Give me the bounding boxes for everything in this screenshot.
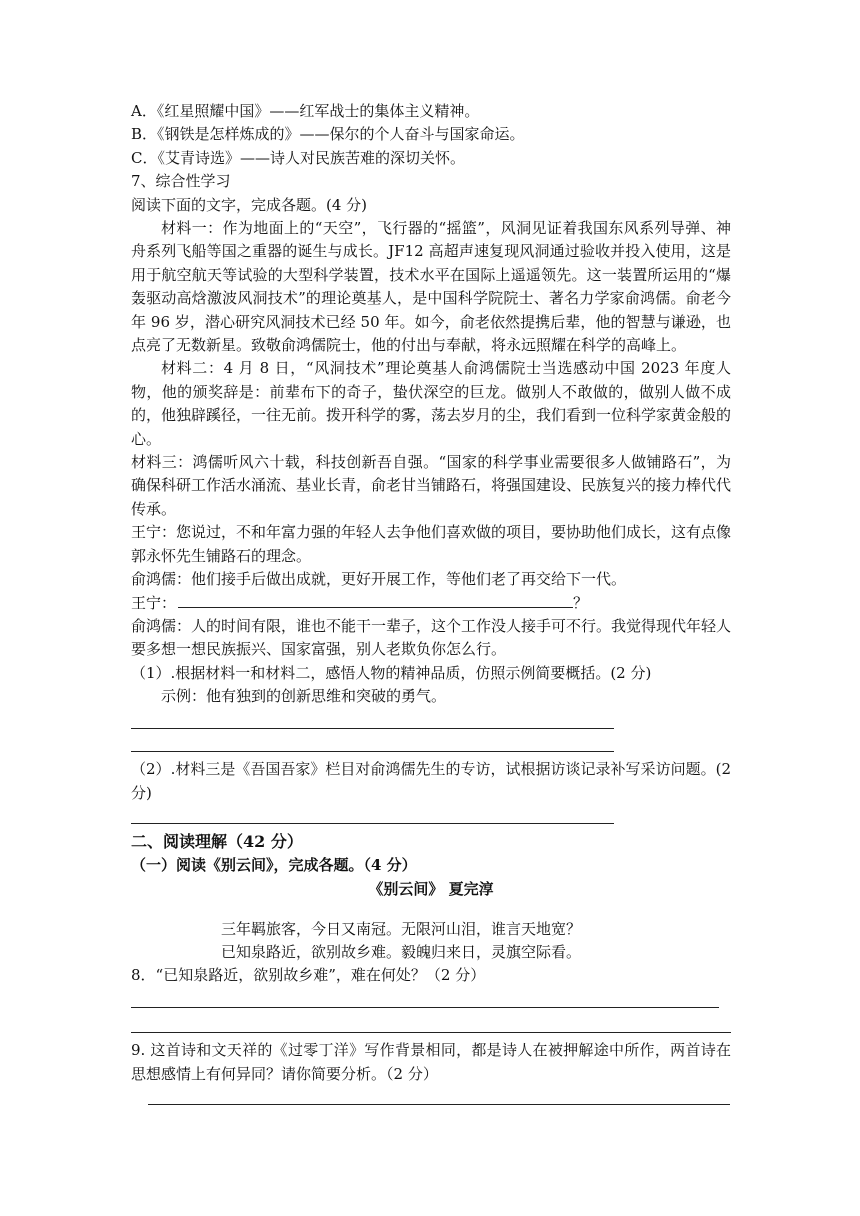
section-2-title: 二、阅读理解（42 分） (131, 832, 303, 852)
answer-line-9[interactable] (148, 1086, 730, 1105)
material-2: 材料二：4 月 8 日，“风洞技术”理论奠基人俞鸿儒院士当选感动中国 2023 年度人物，他的颁奖辞是：前辈布下的奇子，蛰伏深空的巨龙。做别人不敢做的，做别人做不成的，他独辟蹊径，一往无前。拨开科学的雾，荡去岁月的尘，我们看到一位科学家黄金般的心。 (131, 359, 732, 448)
poem-title: 《别云间》 夏完淳 (368, 879, 494, 898)
poem-line-1: 三年羁旅客，今日又南冠。无限河山泪，谁言天地宽？ (221, 920, 582, 939)
sub-question-2: （2）.材料三是《吾国吾家》栏目对俞鸿儒先生的专访，试根据访谈记录补写采访问题。(2 分) (131, 760, 731, 802)
part-1-heading: （一）阅读《别云间》，完成各题。（4 分） (131, 856, 417, 875)
sub-question-1: （1）.根据材料一和材料二，感悟人物的精神品质，仿照示例简要概括。(2 分) (131, 663, 652, 682)
exam-page (131, 100, 731, 1105)
poem-line-2: 已知泉路近，欲别故乡难。毅魄归来日，灵旗空际看。 (221, 943, 582, 962)
spacer (131, 901, 731, 917)
material-3: 材料三：鸿儒听风六十载，科技创新吾自强。“国家的科学事业需要很多人做铺路石”，为确保科研工作活水涌流、基业长青，俞老甘当铺路石，将强国建设、民族复兴的接力棒代代传承。 (131, 453, 732, 518)
answer-line-8b[interactable] (131, 1014, 731, 1033)
question-mark: ？ (573, 594, 589, 613)
q7-heading: 7、综合性学习 (131, 172, 231, 191)
dialog-wangning-1: 王宁：您说过，不和年富力强的年轻人去争他们喜欢做的项目，要协助他们成长，这有点像郭永怀先生铺路石的理念。 (131, 523, 732, 565)
question-8: 8．“已知泉路近，欲别故乡难”，难在何处？（2 分） (131, 965, 486, 984)
dialog-wangning-blank-row (131, 591, 731, 614)
q7-instruction: 阅读下面的文字，完成各题。(4 分) (131, 195, 368, 214)
dialog-wangning-speaker: 王宁： (131, 594, 177, 613)
material-1: 材料一：作为地面上的“天空”，飞行器的“摇篮”，风洞见证着我国东风系列导弹、神舟系列飞船等国之重器的诞生与成长。JF12 高超声速复现风洞通过验收并投入使用，这是用于航空航天等试验的大型科学装置，技术水平在国际上遥遥领先。这一装置所运用的“爆轰驱动高焓激波风洞技术”的理论奠基人，是中国科学院院士、著名力学家俞鸿儒。俞老今年 96 岁，潜心研究风洞技术已经 50 年。如今，俞老依然提携后辈，他的智慧与谦逊，也点亮了无数新星。致敬俞鸿儒院士，他的付出与奉献，将永远照耀在科学的高峰上。 (131, 218, 731, 354)
answer-line-1b[interactable] (131, 733, 614, 752)
option-c: C．《艾青诗选》——诗人对民族苦难的深切关怀。 (131, 148, 465, 167)
answer-line-8a[interactable] (131, 989, 719, 1008)
question-9: 9. 这首诗和文天祥的《过零丁洋》写作背景相同，都是诗人在被押解途中所作，两首诗在思想感情上有何异同？请你简要分析。（2 分） (131, 1041, 731, 1083)
answer-line-1a[interactable] (131, 710, 614, 729)
answer-line-2[interactable] (131, 805, 614, 824)
example-answer: 示例：他有独到的创新思维和突破的勇气。 (161, 687, 447, 706)
option-a: A．《红星照耀中国》——红军战士的集体主义精神。 (131, 102, 480, 120)
interview-question-blank[interactable] (178, 591, 573, 608)
dialog-yu-2: 俞鸿儒：人的时间有限，谁也不能干一辈子，这个工作没人接手可不行。我觉得现代年轻人要多想一想民族振兴、国家富强，别人老欺负你怎么行。 (131, 616, 732, 659)
option-b: B．《钢铁是怎样炼成的》——保尔的个人奋斗与国家命运。 (131, 125, 525, 144)
dialog-yu-1: 俞鸿儒：他们接手后做出成就，更好开展工作，等他们老了再交给下一代。 (131, 570, 627, 589)
